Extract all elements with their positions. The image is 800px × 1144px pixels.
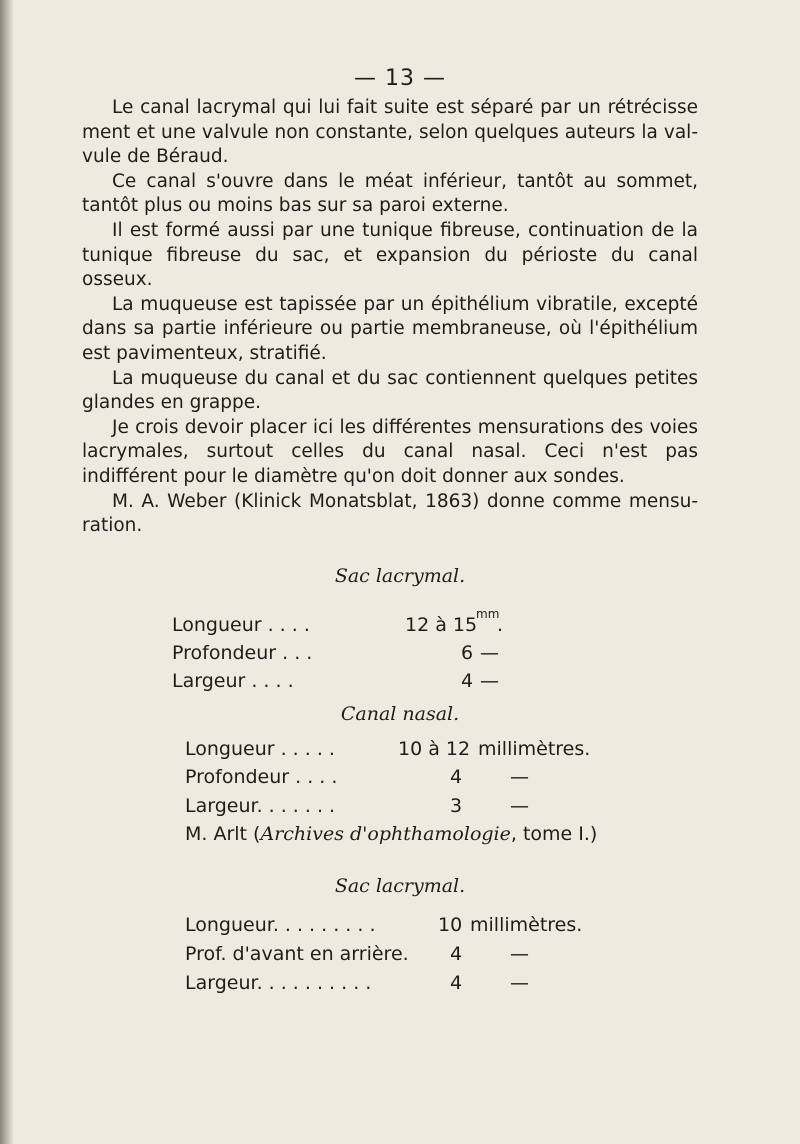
arlt-reference	[185, 823, 597, 845]
paragraph: La muqueuse du canal et du sac contiennent quelques petites glandes en grappe.	[82, 367, 698, 414]
measure-value: 3	[450, 795, 463, 817]
measure-unit: —	[510, 766, 529, 788]
measure-value: 12 à 15	[405, 614, 478, 636]
table-row	[0, 972, 800, 998]
paragraph: Ce canal s'ouvre dans le méat inférieur, tantôt au sommet, tantôt plus ou moins bas sur sa paroi externe.	[82, 170, 698, 217]
page-number: — 13 —	[354, 66, 446, 91]
paragraph: Je crois devoir placer ici les différentes mensurations des voies lacrymales, surtout celles du canal nasal. Ceci n'est pas indifférent pour le diamètre qu'on doit donner aux sondes.	[82, 416, 698, 487]
body-text	[82, 96, 698, 539]
measure-value: 4	[450, 972, 463, 994]
paragraph: Le canal lacrymal qui lui fait suite est séparé par un rétrécisse ment et une valvule non constante, selon quelques auteurs la val- vule de Béraud.	[82, 97, 698, 168]
table-row	[0, 766, 800, 792]
reference-work: Archives d'ophthamologie	[260, 823, 511, 845]
table-row	[0, 670, 800, 696]
measure-value: 10 à 12	[398, 738, 471, 760]
measure-unit: —	[480, 670, 499, 692]
measure-value: 4	[450, 943, 463, 965]
measure-unit: —	[510, 795, 529, 817]
paragraph: Il est formé aussi par une tunique fibreuse, continuation de la tunique fibreuse du sac, et expansion du périoste du canal osseux.	[82, 219, 698, 291]
section-heading-weber-canal: Canal nasal.	[340, 703, 460, 725]
measure-label: Longueur . . . .	[172, 614, 310, 636]
measure-label: Largeur. . . . . . .	[185, 795, 336, 817]
table-row	[0, 607, 800, 640]
measure-label: Longueur . . . . .	[185, 738, 335, 760]
measure-label: Longueur. . . . . . . . .	[185, 914, 376, 936]
measure-label: Prof. d'avant en arrière.	[185, 943, 409, 965]
measure-suffix: .	[497, 614, 504, 636]
reference-suffix: , tome I.)	[510, 823, 598, 845]
paragraph: La muqueuse est tapissée par un épithélium vibratile, excepté dans sa partie inférieure ou partie membraneuse, où l'épithélium est pavimenteux, stratifié.	[82, 293, 698, 364]
measure-unit: —	[510, 943, 529, 965]
measure-label: Profondeur . . .	[172, 642, 313, 664]
measure-label: Largeur . . . .	[172, 670, 294, 692]
table-row	[0, 795, 800, 821]
measure-unit: —	[480, 642, 499, 664]
table-row	[0, 943, 800, 969]
table-row	[0, 738, 800, 764]
measure-value: 10	[438, 914, 463, 936]
table-row	[0, 642, 800, 668]
measure-unit: millimètres.	[470, 914, 583, 936]
table-row	[0, 914, 800, 940]
measure-label: Profondeur . . . .	[185, 766, 338, 788]
paragraph: M. A. Weber (Klinick Monatsblat, 1863) donne comme mensu- ration.	[82, 490, 698, 537]
section-heading-weber-sac: Sac lacrymal.	[334, 565, 466, 587]
reference-prefix: M. Arlt (	[185, 823, 261, 845]
measure-value: 4	[450, 766, 463, 788]
measure-unit: millimètres.	[478, 738, 591, 760]
measure-value: 4	[461, 670, 474, 692]
measure-unit: mm	[476, 607, 500, 621]
measure-label: Largeur. . . . . . . . . .	[185, 972, 372, 994]
measure-value: 6	[461, 642, 474, 664]
section-heading-arlt-sac: Sac lacrymal.	[334, 875, 466, 897]
measure-unit: —	[510, 972, 529, 994]
